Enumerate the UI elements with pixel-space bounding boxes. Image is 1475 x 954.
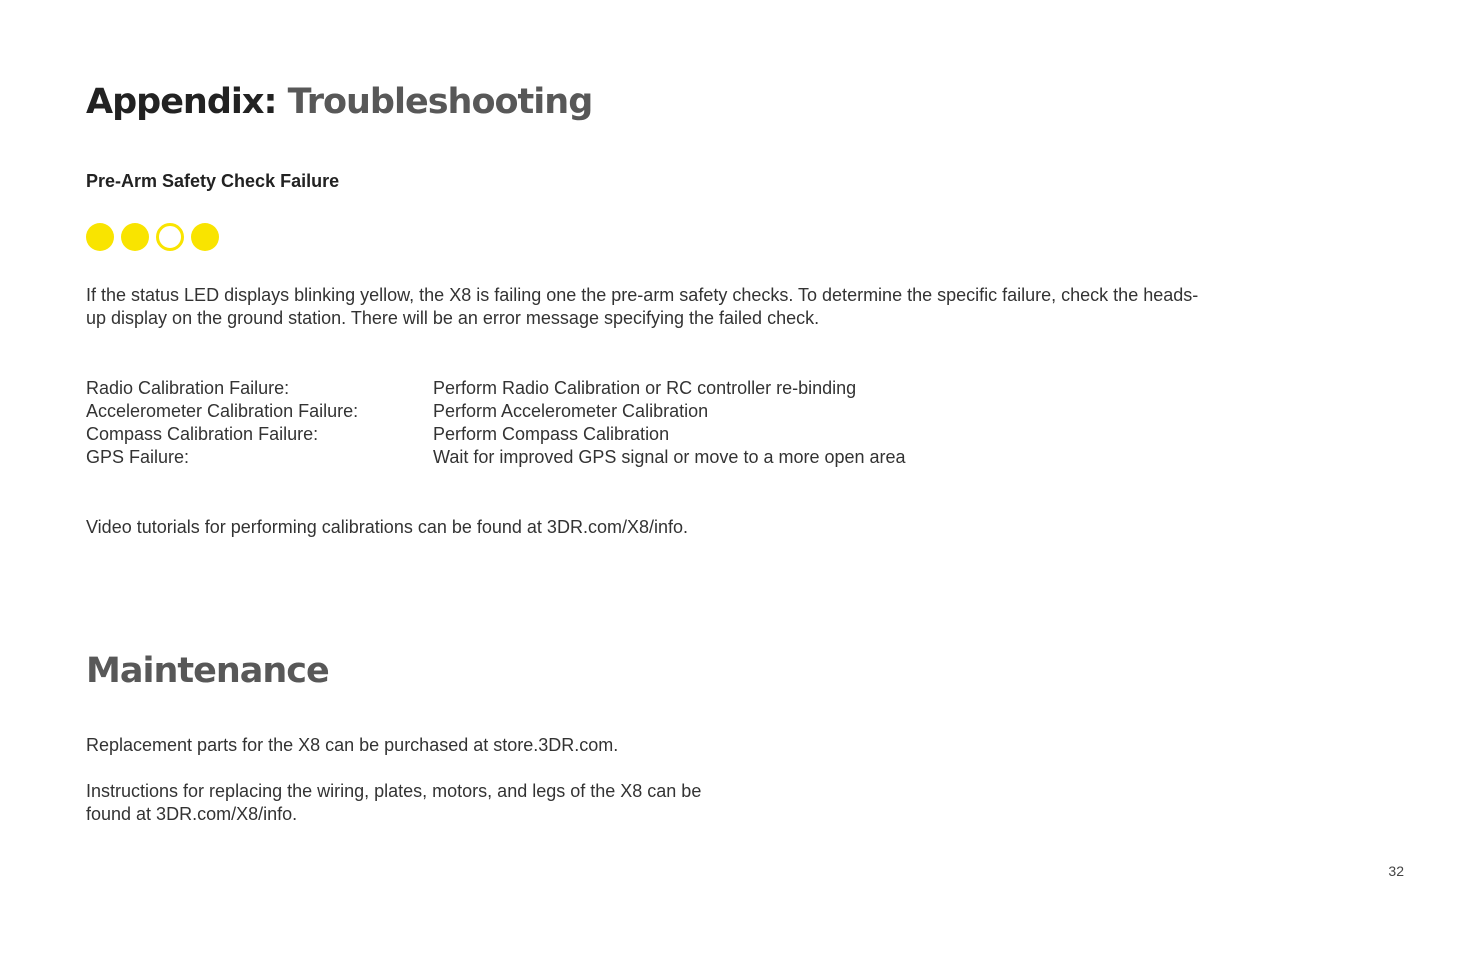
failure-label: Radio Calibration Failure:: [86, 378, 290, 398]
led-off-icon: [156, 223, 184, 251]
led-on-icon: [121, 223, 149, 251]
replacement-instructions-note: Instructions for replacing the wiring, plates, motors, and legs of the X8 can be found at 3DR.com/X8/info.: [86, 781, 702, 824]
table-row: [86, 446, 906, 469]
failure-table: [86, 377, 906, 469]
failure-action: Perform Compass Calibration: [433, 424, 670, 444]
page-title-topic: Troubleshooting: [287, 82, 593, 122]
failure-label: Compass Calibration Failure:: [86, 424, 319, 444]
led-status-pattern: [86, 223, 219, 251]
table-row: [86, 400, 906, 423]
failure-label: GPS Failure:: [86, 447, 190, 467]
page-title: [86, 78, 592, 126]
table-row: [86, 423, 906, 446]
led-on-icon: [86, 223, 114, 251]
table-row: [86, 377, 906, 400]
page-number: 32: [1388, 863, 1404, 879]
failure-action: Perform Radio Calibration or RC controller re-binding: [433, 378, 857, 398]
failure-action: Perform Accelerometer Calibration: [433, 401, 709, 421]
led-on-icon: [191, 223, 219, 251]
page-title-prefix: Appendix:: [86, 82, 277, 122]
replacement-parts-note: Replacement parts for the X8 can be purchased at store.3DR.com.: [86, 735, 619, 755]
video-tutorials-note: Video tutorials for performing calibrations can be found at 3DR.com/X8/info.: [86, 517, 688, 537]
failure-action: Wait for improved GPS signal or move to a more open area: [433, 447, 906, 467]
maintenance-title: Maintenance: [86, 651, 329, 691]
pre-arm-heading: Pre-Arm Safety Check Failure: [86, 171, 340, 191]
failure-label: Accelerometer Calibration Failure:: [86, 401, 359, 421]
pre-arm-intro: If the status LED displays blinking yellow, the X8 is failing one the pre-arm safety checks. To determine the specific failure, check the heads-up display on the ground station. There will be an error message specifying the failed check.: [86, 285, 1199, 328]
